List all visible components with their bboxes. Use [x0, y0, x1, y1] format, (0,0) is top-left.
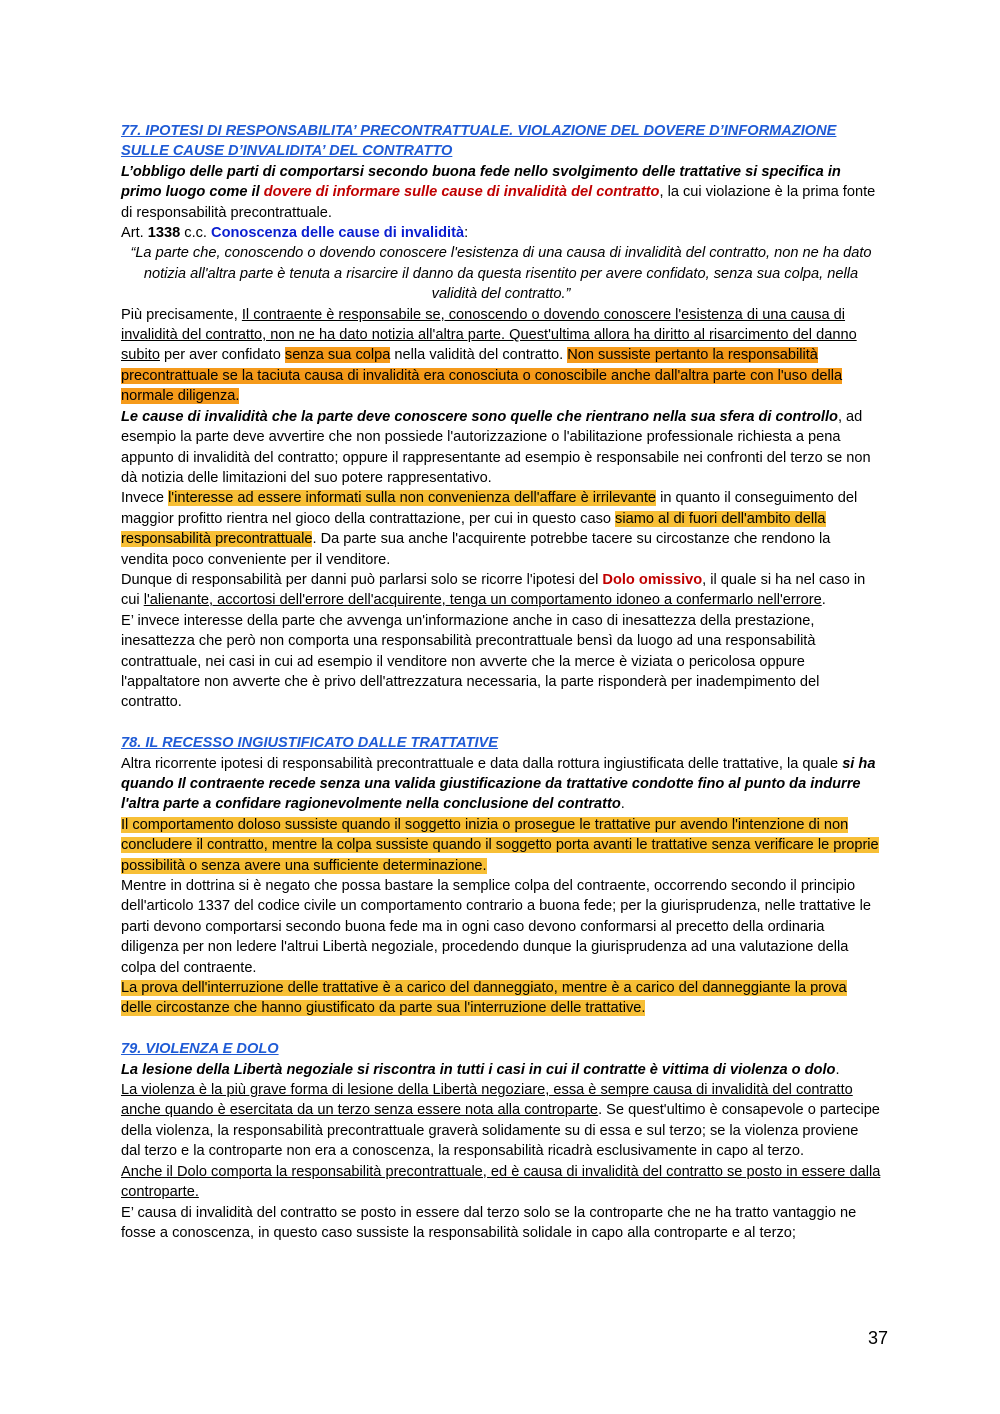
section-79-paragraph-1 — [121, 1060, 881, 1080]
section-78-paragraph-3: Mentre in dottrina si è negato che possa bastare la semplice colpa del contraente, occorrendo secondo il principio dell'articolo 1337 del codice civile un comportamento contrario a buona fede; per la giurisprudenza, nelle trattative le parti devono comportarsi secondo buona fede ma in ogni caso devono conformarsi al precetto della ordinaria diligenza per non ledere l'altrui Libertà negoziale, procedendo dunque la giurisprudenza ad una valutazione della colpa del contraente. — [121, 878, 871, 976]
section-77-paragraph-1 — [121, 162, 881, 223]
highlighted-text: Non sussiste pertanto la responsabilità precontrattuale se la taciuta causa di invalidità era conosciuta o conoscibile anche dall'altra parte con l'uso della normale diligenza. — [121, 347, 843, 405]
underlined-text: La violenza è la più grave forma di lesione della Libertà negoziare, essa è sempre causa di invalidità del contratto anche quando è esercitata da un terzo senza essere nota alla controparte — [121, 1082, 853, 1119]
section-77-title: 77. IPOTESI DI RESPONSABILITA’ PRECONTRATTUALE. VIOLAZIONE DEL DOVERE D’INFORMAZIONE SULLE CAUSE D’INVALIDITA’ DEL CONTRATTO — [121, 123, 837, 160]
section-79-paragraph-4: E’ causa di invalidità del contratto se posto in essere dal terzo solo se la controparte che ne ha tratto vantaggio ne fosse a conoscenza, in questo caso sussiste la responsabilità solidale in capo alla controparte e al terzo; — [121, 1204, 857, 1241]
body-text: . — [620, 796, 625, 813]
body-text: , ad esempio la parte deve avvertire che non possiede l'autorizzazione o l'abilitazione professionale richiesta a pena appunto di invalidità del contratto; oppure il rappresentante ad esempio è responsabile nei confronti del terzo se non dà notizia delle limitazioni del suo potere rappresentativo. — [121, 408, 871, 486]
page-number: 37 — [867, 1328, 888, 1348]
body-text: per aver confidato — [159, 347, 285, 364]
section-77-paragraph-6: E’ invece interesse della parte che avvenga un'informazione anche in caso di inesattezza della prestazione, inesattezza che però non comporta una responsabilità precontrattuale bensì da luogo ad una responsabilità contrattuale, nei casi in cui ad esempio il venditore non avverte che la merce è viziata o pericolosa oppure l'appaltatore non avverte che è privo dell'attrezzatura necessaria, la parte risponderà per inadempimento del contratto. — [121, 612, 820, 711]
section-78-paragraph-4 — [121, 978, 881, 1019]
body-text: . Se quest'ultimo è consapevole o partecipe della violenza, la responsabilità precontrattuale graverà solidamente su di essa e sul terzo; se la violenza proviene dal terzo e la controparte non era a conoscenza, la responsabilità ricadrà esclusivamente in capo al terzo. — [121, 1102, 880, 1160]
article-reference — [121, 223, 881, 243]
body-text: , la cui violazione è la prima fonte di responsabilità precontrattuale. — [121, 184, 876, 221]
article-quote: “La parte che, conoscendo o dovendo conoscere l'esistenza di una causa di invalidità del contratto, non ne ha dato notizia all'altra parte è tenuta a risarcire il danno da questa risentito per avere confidato, senza sua colpa, nella validità del contratto.” — [130, 245, 872, 303]
section-77-paragraph-2 — [121, 305, 881, 407]
highlighted-text: La prova dell'interruzione delle trattative è a carico del danneggiato, mentre è a carico del danneggiante la prova delle circostanze che hanno giustificato da parte sua l'interruzione delle trattative. — [121, 980, 847, 1017]
section-78-paragraph-1 — [121, 754, 881, 815]
section-79-title: 79. VIOLENZA E DOLO — [121, 1041, 279, 1058]
section-77-paragraph-3 — [121, 407, 881, 489]
section-78-paragraph-2 — [121, 815, 881, 876]
section-77-paragraph-5 — [121, 570, 881, 611]
article-prefix: Art. — [121, 225, 148, 242]
red-emphasis-text: dovere di informare sulle cause di invalidità del contratto — [263, 184, 660, 201]
bold-italic-text: La lesione della Libertà negoziale si riscontra in tutti i casi in cui il contratte è vittima di violenza o dolo — [121, 1061, 836, 1078]
underlined-text: Il contraente è responsabile se, conoscendo o dovendo conoscere l'esistenza di una causa di invalidità del contratto, non ne ha dato notizia all'altra parte. Quest'ultima allora ha diritto al risarcimento del danno subito — [121, 306, 857, 364]
body-text: . — [835, 1061, 840, 1078]
body-text: . — [821, 592, 826, 609]
body-text: Invece — [121, 490, 169, 507]
body-text: , il quale si ha nel caso in cui — [121, 571, 866, 609]
section-78-title: 78. IL RECESSO INGIUSTIFICATO DALLE TRATTATIVE — [121, 735, 499, 752]
article-title: Conoscenza delle cause di invalidità — [211, 225, 465, 242]
article-number: 1338 — [147, 225, 181, 242]
body-text: Altra ricorrente ipotesi di responsabilità precontrattuale e data dalla rottura ingiustificata delle trattative, la quale — [121, 755, 843, 772]
red-emphasis-text: Dolo omissivo — [602, 571, 703, 588]
bold-italic-text: Le cause di invalidità che la parte deve conoscere sono quelle che rientrano nella sua sfera di controllo — [121, 408, 838, 425]
document-page — [121, 121, 881, 1243]
highlighted-text: Il comportamento doloso sussiste quando il soggetto inizia o prosegue le trattative pur avendo l'intenzione di non concludere il contratto, mentre la colpa sussiste quando il soggetto porta avanti le trattative senza verificare le proprie possibilità o senza avere una sufficiente determinazione. — [121, 816, 879, 874]
body-text: Dunque di responsabilità per danni può parlarsi solo se ricorre l'ipotesi del — [121, 571, 603, 588]
underlined-text: l'alienante, accortosi dell'errore dell'acquirente, tenga un comportamento idoneo a confermarlo nell'errore — [143, 592, 822, 609]
body-text: in quanto il conseguimento del maggior profitto rientra nel gioco della contrattazione, per cui in questo caso — [121, 490, 858, 527]
highlighted-text: senza sua colpa — [284, 347, 391, 364]
body-text: . Da parte sua anche l'acquirente potrebbe tacere su circostanze che rendono la vendita poco conveniente per il venditore. — [121, 531, 831, 568]
highlighted-text: l'interesse ad essere informati sulla non convenienza dell'affare è irrilevante — [168, 490, 657, 507]
body-text: Più precisamente, — [121, 306, 242, 323]
section-79-paragraph-2 — [121, 1080, 881, 1162]
bold-italic-text: si ha quando Il contraente recede senza una valida giustificazione da trattative condotte fino al punto da indurre l'altra parte a confidare ragionevolmente nella conclusione del contratto — [121, 755, 876, 813]
highlighted-text: siamo al di fuori dell'ambito della responsabilità precontrattuale — [121, 510, 826, 548]
section-77-paragraph-4 — [121, 488, 881, 570]
bold-italic-text: L’obbligo delle parti di comportarsi secondo buona fede nello svolgimento delle trattative si specifica in primo luogo come il — [121, 163, 841, 201]
body-text: nella validità del contratto. — [390, 347, 568, 364]
section-79-paragraph-3 — [121, 1162, 881, 1203]
article-colon: : — [464, 225, 469, 242]
article-code: c.c. — [180, 225, 212, 242]
underlined-text: Anche il Dolo comporta la responsabilità precontrattuale, ed è causa di invalidità del contratto se posto in essere dalla controparte. — [121, 1163, 881, 1201]
